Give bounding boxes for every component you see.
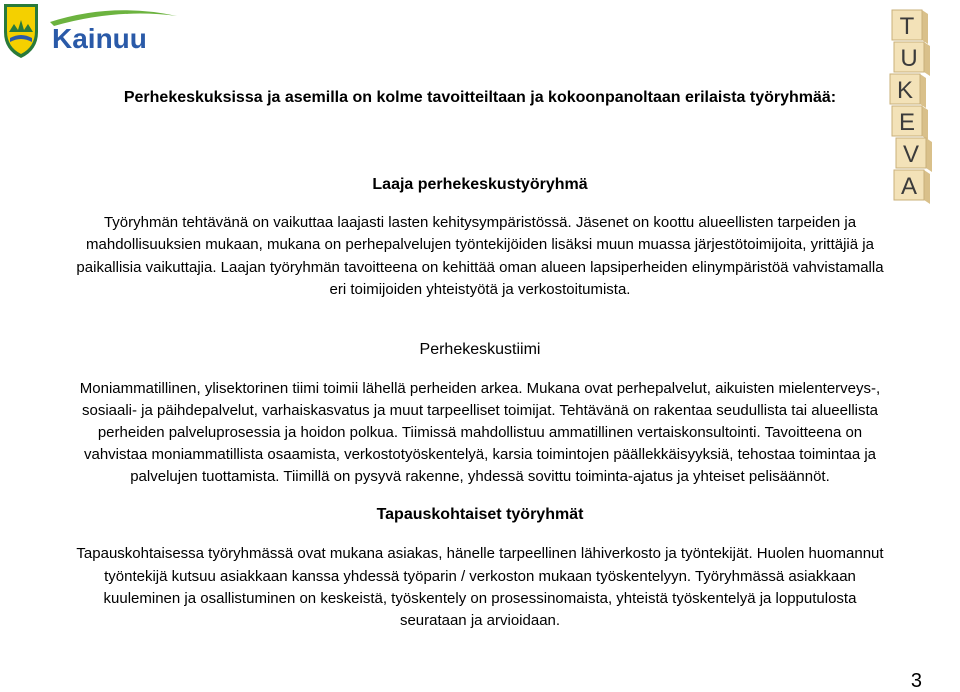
text-line: kuuleminen ja osallistuminen on keskeistä, työskentely on prosessinomaista, yhteistä työskentelyä ja lopputulosta (103, 590, 857, 607)
letter-block (892, 10, 928, 44)
section-title-laaja: Laaja perhekeskustyöryhmä (372, 176, 588, 193)
text-line: eri toimijoiden yhteistyötä ja verkostoitumista. (329, 281, 631, 298)
text-line: Tapauskohtaisessa työryhmässä ovat mukana asiakas, hänelle tarpeellinen lähiverkosto ja työntekijät. Huolen huomannut (76, 545, 884, 562)
block-letter: V (902, 141, 920, 168)
text-line: Työryhmän tehtävänä on vaikuttaa laajasti lasten kehitysympäristössä. Jäsenet on koottu alueellisten tarpeiden ja (103, 214, 857, 231)
section-title-perhekeskustiimi: Perhekeskustiimi (419, 341, 541, 358)
letter-block (896, 138, 932, 172)
letter-block (892, 106, 928, 140)
text-line: vahvistaa moniammatillista osaamista, verkostotyöskentelyä, karsia toimintojen päällekkäisyyksiä, tehostaa toimintaa ja (83, 446, 877, 463)
page-number: 3 (910, 670, 922, 692)
kainuu-logo (2, 2, 182, 60)
block-letter: E (898, 109, 916, 136)
text-line: palvelujen tuottamista. Tiimillä on pysyvä rakenne, yhdessä sovittu toiminta-ajatus ja yhteiset pelisäännöt. (130, 468, 830, 485)
logo-wordmark: Kainuu (52, 23, 147, 54)
section-title-tapauskohtaiset: Tapauskohtaiset työryhmät (376, 506, 584, 523)
text-line: seurataan ja arvioidaan. (399, 612, 561, 629)
intro-heading: Perhekeskuksissa ja asemilla on kolme tavoitteiltaan ja kokoonpanoltaan erilaista työryhmää: (123, 89, 837, 106)
text-line: mahdollisuuksien mukaan, mukana on perhepalvelujen työntekijöiden lisäksi muun muassa järjestötoimijoita, yrittäjiä ja (86, 236, 874, 253)
text-line: sosiaali- ja päihdepalvelut, varhaiskasvatus ja muut tarpeelliset toimijat. Tehtävänä on rakentaa seudullista tai alueellista (81, 402, 878, 419)
text-line: perheiden palveluprosessia ja hoidon polkua. Tiimissä mahdollistuu ammatillinen vertaiskonsultointi. Tavoitteena on (97, 424, 863, 441)
block-letter: U (900, 45, 918, 72)
text-line: paikallisia vaikuttajia. Laajan työryhmän tavoitteena on kehittää oman alueen lapsiperheiden elinympäristöä vahvistamalla (76, 259, 884, 276)
block-letter: A (900, 173, 918, 200)
text-line: työntekijä kutsuu asiakkaan kanssa yhdessä työparin / verkoston mukaan työskentelyyn. Työryhmässä asiakkaan (104, 568, 856, 585)
letter-block (894, 42, 930, 76)
text-line: Moniammatillinen, ylisektorinen tiimi toimii lähellä perheiden arkea. Mukana ovat perhepalvelut, aikuisten mielenterveys-, (79, 380, 881, 397)
block-letter: K (896, 77, 914, 104)
block-letter: T (899, 13, 915, 40)
